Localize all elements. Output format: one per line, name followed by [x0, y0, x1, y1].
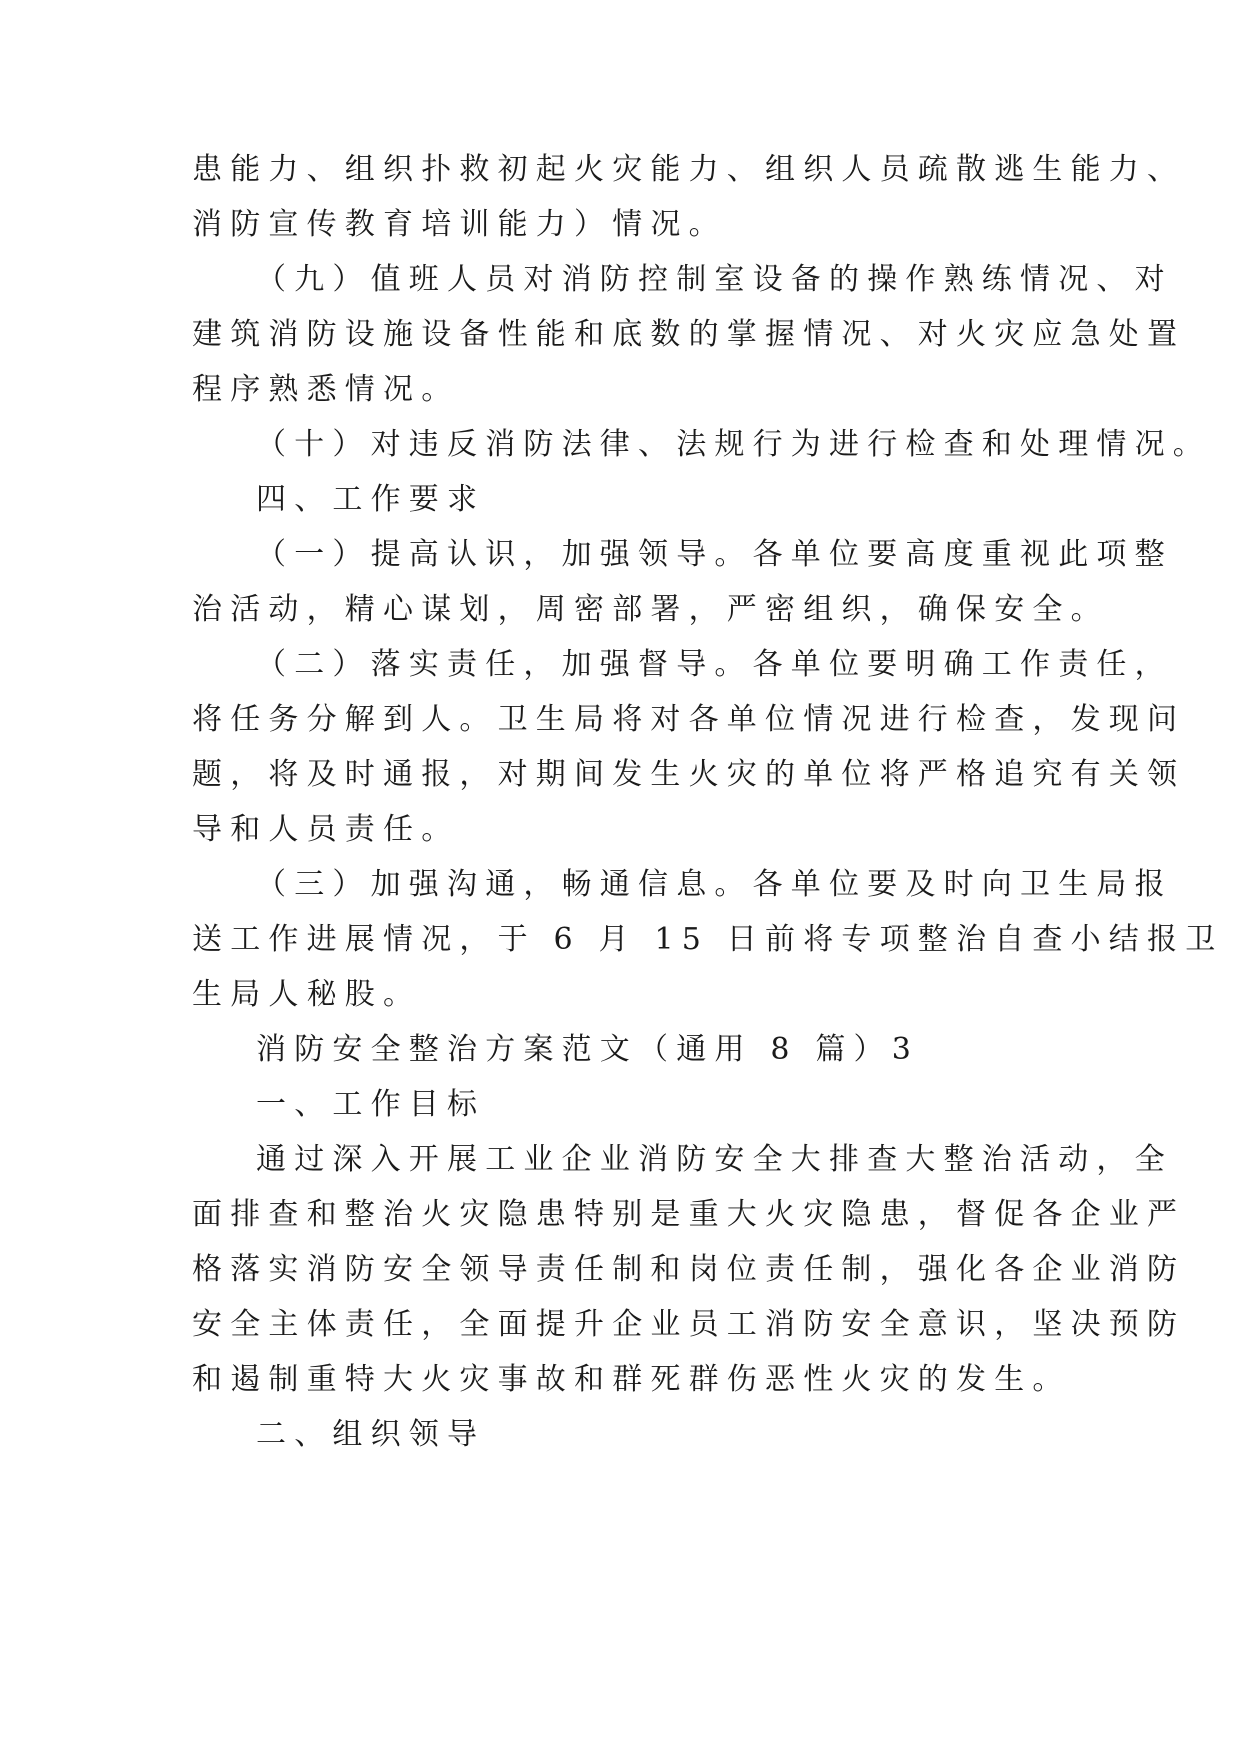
- text-line: 和遏制重特大火灾事故和群死群伤恶性火灾的发生。: [192, 1362, 1071, 1397]
- text-line: 安全主体责任，全面提升企业员工消防安全意识，坚决预防: [192, 1307, 1186, 1342]
- text-line: 程序熟悉情况。: [192, 372, 460, 407]
- paragraph-item-3: （三）加强沟通，畅通信息。各单位要及时向卫生局报: [256, 867, 1173, 902]
- text-line: 生局人秘股。: [192, 977, 422, 1012]
- paragraph-goals: 通过深入开展工业企业消防安全大排查大整治活动，全: [256, 1142, 1173, 1177]
- paragraph-item-10: （十）对违反消防法律、法规行为进行检查和处理情况。: [256, 427, 1211, 462]
- text-line: 建筑消防设施设备性能和底数的掌握情况、对火灾应急处置: [192, 317, 1186, 352]
- text-line: 患能力、组织扑救初起火灾能力、组织人员疏散逃生能力、: [192, 152, 1186, 187]
- section-heading-organization: 二、组织领导: [256, 1417, 486, 1452]
- text-line: 格落实消防安全领导责任制和岗位责任制，强化各企业消防: [192, 1252, 1186, 1287]
- text-line: 治活动，精心谋划，周密部署，严密组织，确保安全。: [192, 592, 1109, 627]
- text-line: 题，将及时通报，对期间发生火灾的单位将严格追究有关领: [192, 757, 1186, 792]
- section-heading-work-requirements: 四、工作要求: [256, 482, 486, 517]
- text-line: 面排查和整治火灾隐患特别是重大火灾隐患，督促各企业严: [192, 1197, 1186, 1232]
- text-line: 导和人员责任。: [192, 812, 460, 847]
- text-line: 送工作进展情况，于 6 月 15 日前将专项整治自查小结报卫: [192, 922, 1224, 957]
- text-line: 将任务分解到人。卫生局将对各单位情况进行检查，发现问: [192, 702, 1186, 737]
- text-line: 消防宣传教育培训能力）情况。: [192, 207, 727, 242]
- paragraph-item-9: （九）值班人员对消防控制室设备的操作熟练情况、对: [256, 262, 1173, 297]
- paragraph-item-2: （二）落实责任，加强督导。各单位要明确工作责任，: [256, 647, 1173, 682]
- section-heading-work-goals: 一、工作目标: [256, 1087, 486, 1122]
- paragraph-item-1: （一）提高认识，加强领导。各单位要高度重视此项整: [256, 537, 1173, 572]
- article-title: 消防安全整治方案范文（通用 8 篇）3: [256, 1032, 920, 1067]
